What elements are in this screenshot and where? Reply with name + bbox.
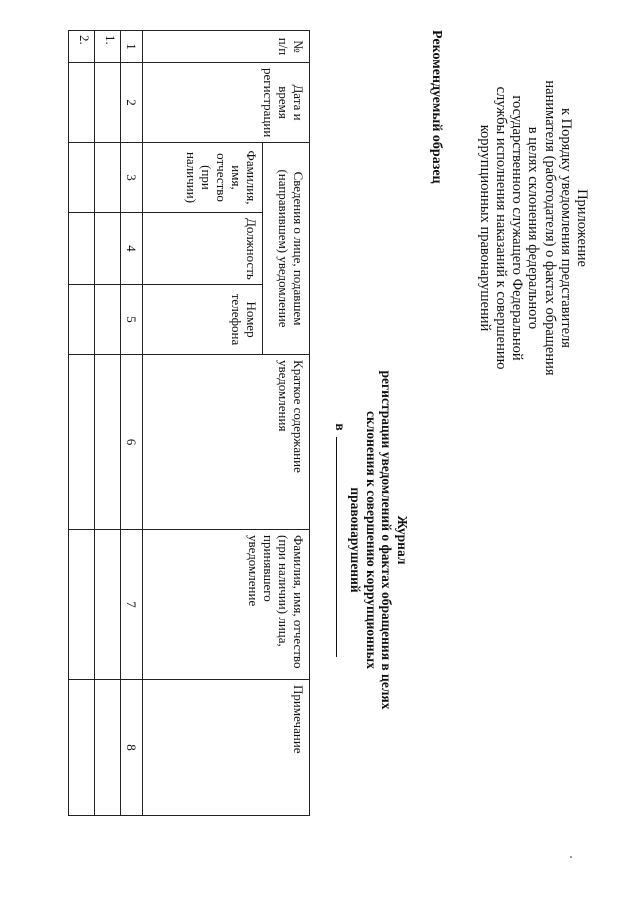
table-header-row (263, 31, 310, 816)
row-number: 1. (95, 31, 121, 63)
journal-title: Журнал (395, 515, 410, 565)
table-cell (69, 530, 95, 680)
table-cell (95, 680, 121, 816)
table-cell (95, 143, 121, 213)
table-cell (95, 63, 121, 143)
header-person-group: Сведения о лице, подавшем (направившем) уведомление (263, 143, 310, 355)
column-number: 4 (121, 213, 143, 285)
header-note: Примечание (143, 680, 310, 816)
table-row (69, 31, 95, 816)
appendix-line: службы исполнения наказаний к совершению (492, 86, 509, 370)
journal-subtitle-2: склонения к совершению коррупционных правонарушений (348, 411, 379, 669)
journal-subtitle-1: регистрации уведомлений о фактах обращения в целях (379, 370, 395, 710)
scan-speck (570, 856, 572, 858)
header-position: Должность (143, 213, 263, 285)
column-number: 7 (121, 530, 143, 680)
column-number: 1 (121, 31, 143, 63)
journal-table (68, 30, 310, 816)
header-no: № п/п (143, 31, 310, 63)
table-cell (69, 63, 95, 143)
column-number: 5 (121, 285, 143, 355)
journal-heading (333, 360, 411, 720)
header-date: Дата и время регистрации (143, 63, 310, 143)
row-number: 2. (69, 31, 95, 63)
table-cell (95, 285, 121, 355)
table-cell (69, 680, 95, 816)
appendix-line: нанимателя (работодателя) о фактах обращения (541, 80, 558, 376)
table-row (95, 31, 121, 816)
table-cell (95, 355, 121, 530)
sample-label: Рекомендуемый образец (429, 30, 444, 184)
column-number: 3 (121, 143, 143, 213)
appendix-line: в целях склонения федерального (525, 126, 542, 330)
journal-in-label: в (333, 423, 348, 431)
journal-in-blank (336, 437, 348, 657)
table-cell (69, 143, 95, 213)
column-number: 8 (121, 680, 143, 816)
table-cell (95, 213, 121, 285)
table-cell (69, 285, 95, 355)
appendix-line: государственного служащего Федеральной (509, 95, 526, 361)
header-fio: Фамилия, имя, отчество (при наличии) (143, 143, 263, 213)
table-cell (69, 213, 95, 285)
appendix-line: Приложение (574, 189, 590, 267)
table-cell (69, 355, 95, 530)
header-receiver: Фамилия, имя, отчество (при наличии) лица, принявшего уведомление (143, 530, 310, 680)
column-number: 6 (121, 355, 143, 530)
table-cell (95, 530, 121, 680)
journal-in-line (333, 423, 349, 656)
appendix-header (477, 28, 590, 428)
appendix-line: коррупционных правонарушений (476, 124, 493, 332)
column-number: 2 (121, 63, 143, 143)
appendix-line: к Порядку уведомления представителя (557, 108, 574, 348)
header-phone: Номер телефона (143, 285, 263, 355)
column-number-row (121, 31, 143, 816)
header-summary: Краткое содержание уведомления (143, 355, 310, 530)
